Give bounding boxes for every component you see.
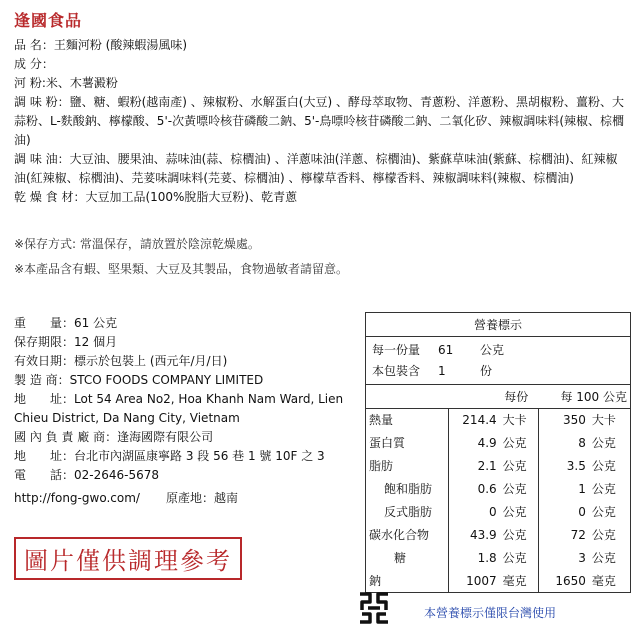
nutrition-row bbox=[366, 500, 630, 523]
nutrition-row bbox=[366, 523, 630, 546]
website-row bbox=[14, 489, 359, 508]
per-100g-unit: 公克 bbox=[591, 436, 616, 450]
per-100g-unit: 公克 bbox=[591, 482, 616, 496]
nutrition-table bbox=[366, 385, 630, 592]
nutrient-name: 碳水化合物 bbox=[369, 528, 430, 542]
nutrition-row bbox=[366, 546, 630, 569]
serving-value: 61 bbox=[438, 343, 454, 357]
ingredients-label: 成 分： bbox=[14, 57, 54, 71]
weight: 重 量：61 公克 bbox=[14, 316, 118, 330]
per-100g-unit: 大卡 bbox=[591, 413, 616, 428]
per-serving-unit: 公克 bbox=[502, 551, 527, 565]
product-info bbox=[14, 314, 359, 508]
nutrition-row bbox=[366, 454, 630, 477]
storage-note: ※保存方式: 常溫保存，請放置於陰涼乾燥處。 bbox=[14, 237, 260, 251]
seasoning-powder-ingredients: 調 味 粉：鹽、糖、蝦粉(越南產) 、辣椒粉、水解蛋白(大豆) 、酵母萃取物、青蔥粉、洋蔥粉、黑胡椒粉、薑粉、大蒜粉、L-麩酸鈉、檸檬酸、5'-次黃嘌呤核苷磷酸二鈉、5'-鳥嘌呤核苷磷酸二鈉、二氧化矽、辣椒調味料(辣椒、棕櫚油) bbox=[14, 95, 625, 147]
per-serving-value: 214.4 bbox=[448, 408, 500, 431]
importer-address: 地 址：台北市內湖區康寧路 3 段 56 巷 1 號 10F 之 3 bbox=[14, 449, 325, 463]
recycle-note: 本營養標示僅限台灣使用 bbox=[424, 606, 557, 620]
per-serving-value: 1.8 bbox=[448, 546, 500, 569]
nutrient-name: 飽和脂肪 bbox=[384, 482, 433, 496]
nutrient-name: 糖 bbox=[394, 551, 407, 565]
noodle-ingredients: 河 粉:米、木薯澱粉 bbox=[14, 76, 118, 90]
servings-label: 本包裝含 bbox=[372, 364, 421, 378]
per-serving-header: 每份 bbox=[448, 385, 538, 408]
per-serving-value: 1007 bbox=[448, 569, 500, 592]
reference-stamp: 圖片僅供調理參考 bbox=[14, 537, 242, 580]
nutrient-name: 蛋白質 bbox=[369, 436, 406, 450]
servings-unit: 份 bbox=[480, 364, 493, 378]
servings-per-pack-row bbox=[372, 361, 624, 382]
per-serving-unit: 公克 bbox=[502, 459, 527, 473]
dry-ingredients: 乾 燥 食 材：大豆加工品(100%脫脂大豆粉)、乾青蔥 bbox=[14, 190, 298, 204]
per-serving-value: 0.6 bbox=[448, 477, 500, 500]
nutrition-title: 營養標示 bbox=[366, 313, 630, 337]
serving-label: 每一份量 bbox=[372, 343, 421, 357]
per-100g-value: 8 bbox=[538, 431, 589, 454]
per-100g-unit: 公克 bbox=[591, 505, 616, 519]
per-100g-value: 72 bbox=[538, 523, 589, 546]
serving-size-row bbox=[372, 340, 624, 361]
per-serving-unit: 公克 bbox=[502, 482, 527, 496]
origin: 原產地：越南 bbox=[165, 491, 238, 505]
nutrition-row bbox=[366, 431, 630, 454]
nutrition-row bbox=[366, 477, 630, 500]
per-100g-value: 350 bbox=[538, 408, 589, 431]
per-100g-unit: 公克 bbox=[591, 551, 616, 565]
manufacturer-address: 地 址：Lot 54 Area No2, Hoa Khanh Nam Ward, Lien Chieu District, Da Nang City, Vietnam bbox=[14, 392, 344, 425]
ingredient-section bbox=[14, 36, 626, 207]
allergen-note: ※本產品含有蝦、堅果類、大豆及其製品，食物過敏者請留意。 bbox=[14, 262, 349, 276]
per-serving-unit: 公克 bbox=[502, 436, 527, 450]
per-serving-value: 4.9 bbox=[448, 431, 500, 454]
seasoning-oil-ingredients: 調 味 油：大豆油、腰果油、蒜味油(蒜、棕櫚油) 、洋蔥味油(洋蔥、棕櫚油)、紫蘇草味油(紫蘇、棕櫚油)、紅辣椒油(紅辣椒、棕櫚油)、芫荽味調味料(芫荽、棕櫚油) 、檸檬草香料、檸檬香料、辣椒調味料(辣椒、棕櫚油) bbox=[14, 152, 618, 185]
per-serving-unit: 公克 bbox=[502, 528, 527, 542]
nutrition-facts bbox=[365, 312, 631, 593]
per-100g-value: 3.5 bbox=[538, 454, 589, 477]
shelf-life: 保存期限：12 個月 bbox=[14, 335, 118, 349]
manufacturer: 製 造 商：STCO FOODS COMPANY LIMITED bbox=[14, 373, 264, 387]
nutrition-row bbox=[366, 408, 630, 431]
brand-name: 逢國食品 bbox=[14, 11, 83, 30]
expiry-date: 有效日期：標示於包裝上 (西元年/月/日) bbox=[14, 354, 228, 368]
per-100g-unit: 毫克 bbox=[591, 574, 616, 588]
per-serving-unit: 公克 bbox=[502, 505, 527, 519]
per-100g-value: 1650 bbox=[538, 569, 589, 592]
product-name-row bbox=[14, 36, 626, 55]
per-100g-unit: 公克 bbox=[591, 459, 616, 473]
nutrition-row bbox=[366, 569, 630, 592]
nutrient-name: 脂肪 bbox=[369, 459, 394, 473]
product-name-label: 品 名： bbox=[14, 38, 54, 52]
phone: 電 話：02-2646-5678 bbox=[14, 468, 160, 482]
serving-unit: 公克 bbox=[480, 343, 505, 357]
recycle-icon bbox=[354, 590, 394, 626]
per-serving-value: 43.9 bbox=[448, 523, 500, 546]
nutrient-name: 熱量 bbox=[369, 413, 394, 428]
per-100g-value: 1 bbox=[538, 477, 589, 500]
per-100g-value: 3 bbox=[538, 546, 589, 569]
product-name: 王麵河粉 (酸辣蝦湯風味) bbox=[53, 38, 188, 52]
per-100g-header: 每 100 公克 bbox=[538, 385, 630, 408]
per-100g-unit: 公克 bbox=[591, 528, 616, 542]
per-100g-value: 0 bbox=[538, 500, 589, 523]
importer: 國 內 負 責 廠 商：逢海國際有限公司 bbox=[14, 430, 214, 444]
per-serving-value: 2.1 bbox=[448, 454, 500, 477]
nutrition-header-row bbox=[366, 385, 630, 408]
nutrient-name: 鈉 bbox=[369, 574, 382, 588]
per-serving-unit: 毫克 bbox=[502, 574, 527, 588]
nutrient-name: 反式脂肪 bbox=[384, 505, 433, 519]
website-link[interactable]: http://fong-gwo.com/ bbox=[14, 491, 140, 505]
per-serving-unit: 大卡 bbox=[502, 413, 527, 428]
serving-info bbox=[366, 337, 630, 385]
servings-value: 1 bbox=[438, 364, 446, 378]
per-serving-value: 0 bbox=[448, 500, 500, 523]
